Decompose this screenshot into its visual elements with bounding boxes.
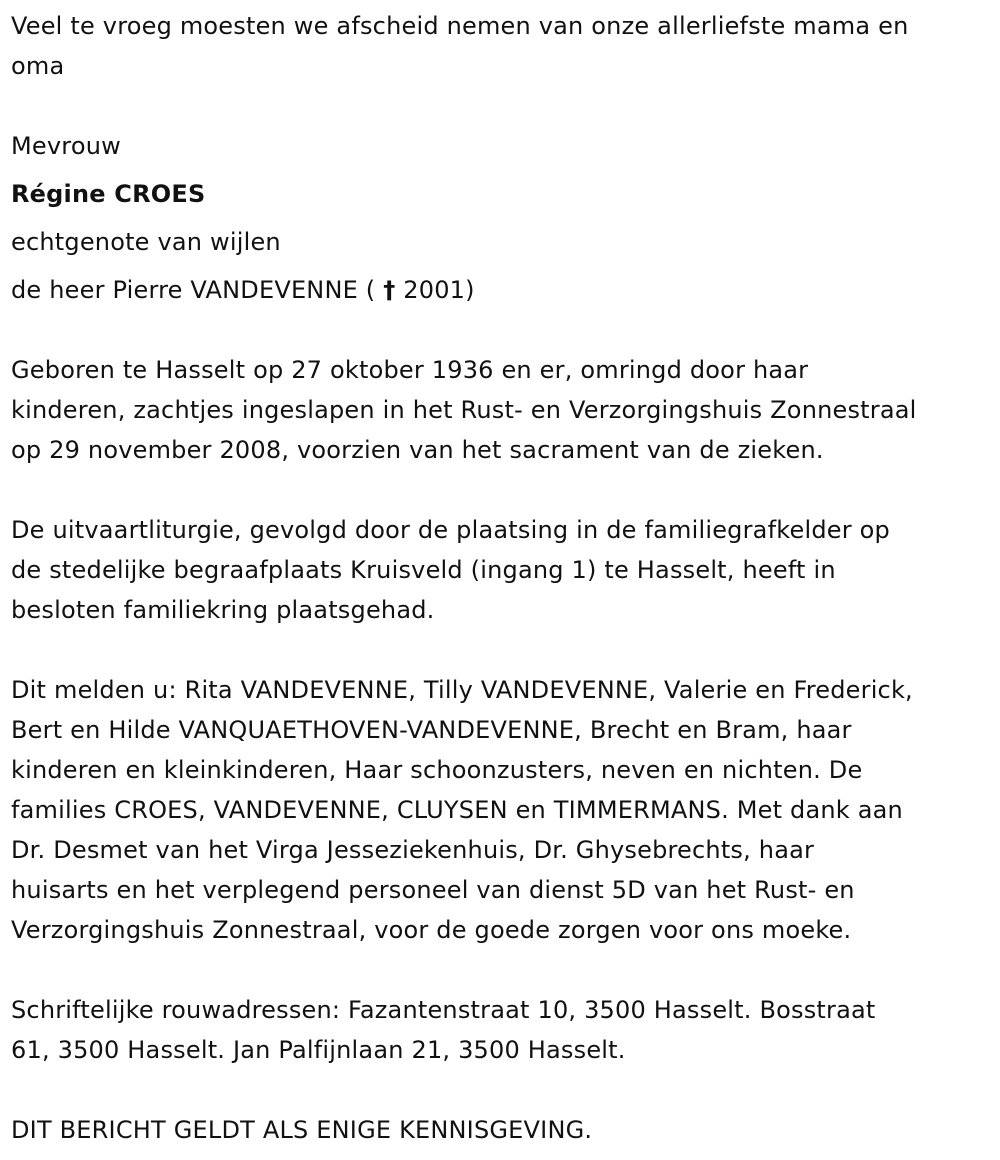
family-line-7: Verzorgingshuis Zonnestraal, voor de goede zorgen voor ons moeke. bbox=[11, 916, 852, 944]
birth-line-3: op 29 november 2008, voorzien van het sacrament van de zieken. bbox=[11, 436, 824, 464]
closing-text: DIT BERICHT GELDT ALS ENIGE KENNISGEVING. bbox=[11, 1116, 593, 1144]
birth-line-1: Geboren te Hasselt op 27 oktober 1936 en er, omringd door haar bbox=[11, 356, 809, 384]
funeral-line-3: besloten familiekring plaatsgehad. bbox=[11, 596, 435, 624]
cross-icon: † bbox=[383, 276, 396, 304]
intro-line-2: oma bbox=[11, 52, 65, 80]
address-line-2: 61, 3500 Hasselt. Jan Palfijnlaan 21, 3500 Hasselt. bbox=[11, 1036, 626, 1064]
family-line-1: Dit melden u: Rita VANDEVENNE, Tilly VANDEVENNE, Valerie en Frederick, bbox=[11, 676, 913, 704]
family-line-5: Dr. Desmet van het Virga Jesseziekenhuis, Dr. Ghysebrechts, haar bbox=[11, 836, 815, 864]
family-line-3: kinderen en kleinkinderen, Haar schoonzusters, neven en nichten. De bbox=[11, 756, 863, 784]
address-line-1: Schriftelijke rouwadressen: Fazantenstraat 10, 3500 Hasselt. Bosstraat bbox=[11, 996, 876, 1024]
family-line-2: Bert en Hilde VANQUAETHOVEN-VANDEVENNE, Brecht en Bram, haar bbox=[11, 716, 852, 744]
family-line-6: huisarts en het verplegend personeel van dienst 5D van het Rust- en bbox=[11, 876, 855, 904]
spouse-death-year: 2001) bbox=[403, 276, 475, 304]
spouse-line bbox=[11, 270, 475, 310]
birth-line-2: kinderen, zachtjes ingeslapen in het Rust- en Verzorgingshuis Zonnestraal bbox=[11, 396, 917, 424]
funeral-line-1: De uitvaartliturgie, gevolgd door de plaatsing in de familiegrafkelder op bbox=[11, 516, 890, 544]
funeral-line-2: de stedelijke begraafplaats Kruisveld (ingang 1) te Hasselt, heeft in bbox=[11, 556, 836, 584]
spouse-text: de heer Pierre VANDEVENNE ( bbox=[11, 276, 376, 304]
intro-line-1: Veel te vroeg moesten we afscheid nemen van onze allerliefste mama en bbox=[11, 12, 909, 40]
title-prefix: Mevrouw bbox=[11, 132, 121, 160]
family-line-4: families CROES, VANDEVENNE, CLUYSEN en TIMMERMANS. Met dank aan bbox=[11, 796, 903, 824]
deceased-name: Régine CROES bbox=[11, 180, 206, 208]
relation-text: echtgenote van wijlen bbox=[11, 228, 281, 256]
